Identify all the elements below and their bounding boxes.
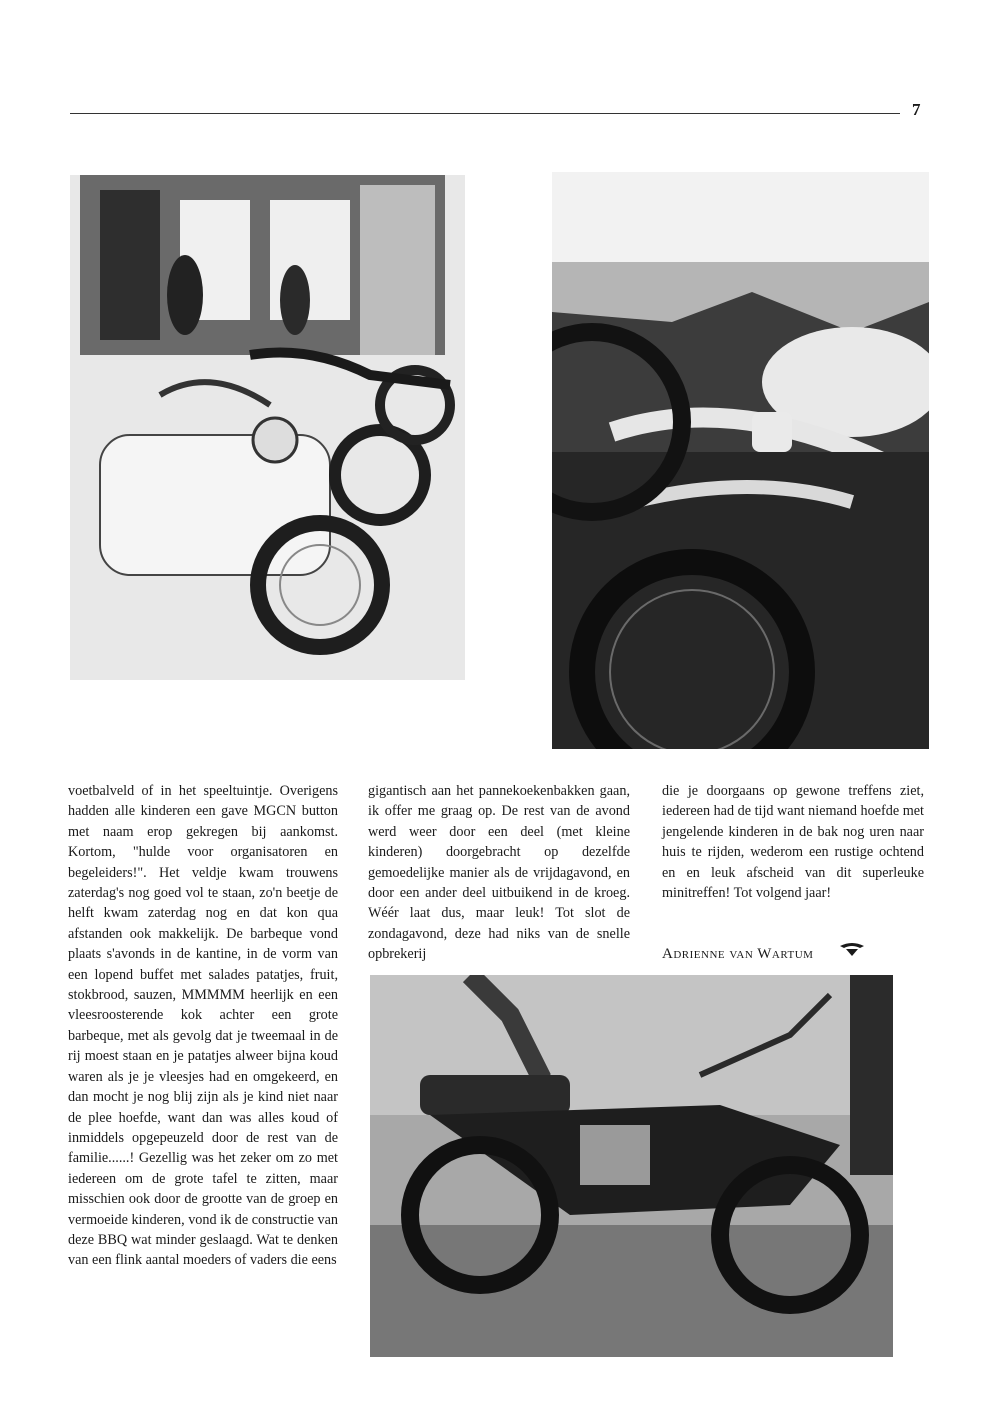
photo-motorcycle-on-grass-image	[370, 975, 893, 1357]
club-logo-icon	[840, 942, 864, 956]
photo-motorcycles-parked-street-image	[70, 175, 465, 680]
article-column-3	[662, 781, 924, 903]
article-column-2-text: gigantisch aan het pannekoekenbakken gaan, ik offer me graag op. De rest van de avond werd weer door een deel (met kleine kinderen) doorgebracht op dezelfde gemoedelijke manier als de vrijdagavond, en door een ander deel uitbuikend in de kroeg. Wéér laat dus, maar leuk! Tot slot de zondagavond, deze had niks van de snelle opbrekerij	[368, 783, 630, 963]
page-number: 7	[912, 100, 921, 119]
photo-motorcycles-parked-street	[70, 175, 465, 680]
photo-motorcycle-closeup-image	[552, 172, 929, 749]
header-rule	[70, 113, 900, 114]
article-author: Adrienne van Wartum	[662, 946, 814, 962]
photo-motorcycle-closeup	[552, 172, 929, 749]
article-column-3-text: die je doorgaans op gewone treffens ziet, iedereen had de tijd want niemand hoefde met jengelende kinderen in de bak nog uren naar huis te rijden, wederom een rustige ochtend en en leuk afscheid van dit superleuke minitreffen! Tot volgend jaar!	[662, 783, 924, 902]
article-column-2	[368, 781, 630, 965]
photo-motorcycle-on-grass	[370, 975, 893, 1357]
article-column-1-text: voetbalveld of in het speeltuintje. Overigens hadden alle kinderen een gave MGCN button met naam erop gekregen bij aankomst. Kortom, "hulde voor organisatoren en begeleiders!". Het veldje kwam trouwens zaterdag's nog goed vol te staan, zo'n beetje de helft kwam zaterdag nog en dat kon qua afstanden ook makkelijk. De barbeque vond plaats s'avonds in de kantine, in de vorm van een lopend buffet met salades patatjes, fruit, stokbrood, sauzen, MMMMM heerlijk en een vleesroosterende kok achter een grote barbeque, met als gevolg dat je tweemaal in de rij moest staan en je patatjes alweer bijna koud waren als je je vleesjes had en omgekeerd, en dan mocht je nog blij zijn als je kind niet naar de plee hoefde, want dan was alles koud of inmiddels opgepeuzeld door de rest van de familie......! Gezellig was het zeker om zo met iedereen om de grote tafel te zitten, maar misschien ook door de grootte van de groep en vermoeide kinderen, vond ik de constructie van deze BBQ wat minder geslaagd. Wat te denken van een flink aantal moeders of vaders die eens	[68, 783, 338, 1269]
article-column-1	[68, 781, 338, 1271]
